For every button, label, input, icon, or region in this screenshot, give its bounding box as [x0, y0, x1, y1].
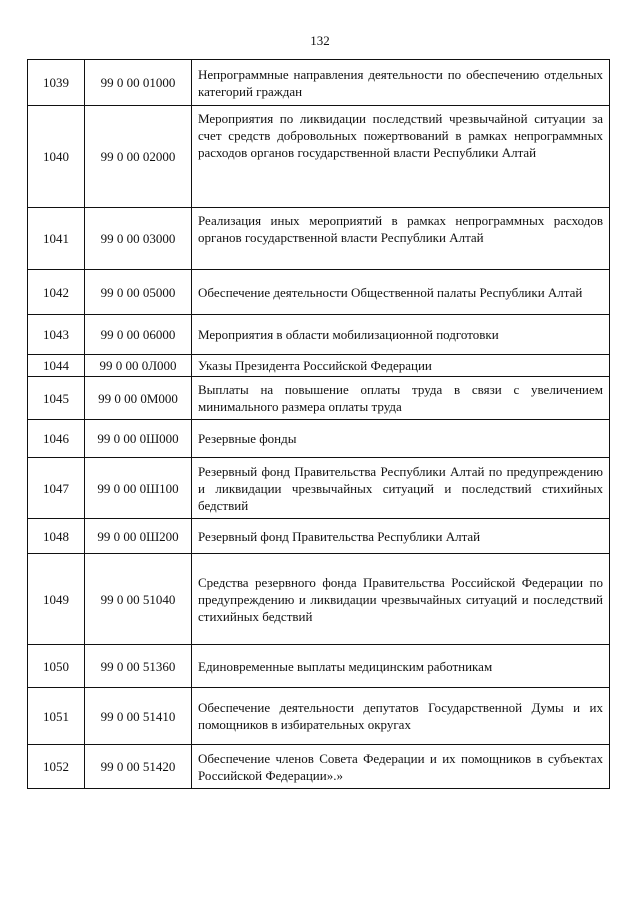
target-code: 99 0 00 0М000: [85, 377, 192, 420]
row-number: 1047: [28, 458, 85, 519]
description: Обеспечение деятельности депутатов Государственной Думы и их помощников в избирательных округах: [192, 688, 610, 745]
description: Реализация иных мероприятий в рамках непрограммных расходов органов государственной власти Республики Алтай: [192, 208, 610, 270]
description: Мероприятия в области мобилизационной подготовки: [192, 315, 610, 355]
description: Единовременные выплаты медицинским работникам: [192, 645, 610, 688]
target-code: 99 0 00 02000: [85, 106, 192, 208]
table-row: [28, 688, 610, 745]
target-code: 99 0 00 01000: [85, 60, 192, 106]
table-row: [28, 208, 610, 270]
target-code: 99 0 00 0Ш200: [85, 519, 192, 554]
description: Обеспечение деятельности Общественной палаты Республики Алтай: [192, 270, 610, 315]
table-row: [28, 106, 610, 208]
row-number: 1041: [28, 208, 85, 270]
description: Мероприятия по ликвидации последствий чрезвычайной ситуации за счет средств добровольных пожертвований в рамках непрограммных расходов органов государственной власти Республики Алтай: [192, 106, 610, 208]
description: Резервный фонд Правительства Республики Алтай по предупреждению и ликвидации чрезвычайных ситуаций и последствий стихийных бедствий: [192, 458, 610, 519]
description: Резервные фонды: [192, 420, 610, 458]
description: Обеспечение членов Совета Федерации и их помощников в субъектах Российской Федерации».»: [192, 745, 610, 789]
target-code: 99 0 00 51360: [85, 645, 192, 688]
row-number: 1051: [28, 688, 85, 745]
description: Выплаты на повышение оплаты труда в связи с увеличением минимального размера оплаты труда: [192, 377, 610, 420]
target-code: 99 0 00 03000: [85, 208, 192, 270]
target-code: 99 0 00 51420: [85, 745, 192, 789]
row-number: 1045: [28, 377, 85, 420]
row-number: 1039: [28, 60, 85, 106]
table-row: [28, 519, 610, 554]
page-number: 132: [310, 33, 330, 48]
description: Резервный фонд Правительства Республики Алтай: [192, 519, 610, 554]
table-row: [28, 270, 610, 315]
table-row: [28, 315, 610, 355]
target-code: 99 0 00 05000: [85, 270, 192, 315]
table-row: [28, 554, 610, 645]
row-number: 1049: [28, 554, 85, 645]
target-code: 99 0 00 51410: [85, 688, 192, 745]
table-row: [28, 420, 610, 458]
row-number: 1044: [28, 355, 85, 377]
row-number: 1052: [28, 745, 85, 789]
table-row: [28, 60, 610, 106]
target-code: 99 0 00 06000: [85, 315, 192, 355]
target-code: 99 0 00 51040: [85, 554, 192, 645]
row-number: 1046: [28, 420, 85, 458]
table-row: [28, 745, 610, 789]
row-number: 1042: [28, 270, 85, 315]
target-code: 99 0 00 0Ш100: [85, 458, 192, 519]
table-row: [28, 355, 610, 377]
description: Непрограммные направления деятельности по обеспечению отдельных категорий граждан: [192, 60, 610, 106]
target-code: 99 0 00 0Л000: [85, 355, 192, 377]
description: Указы Президента Российской Федерации: [192, 355, 610, 377]
table-row: [28, 458, 610, 519]
table-row: [28, 377, 610, 420]
row-number: 1050: [28, 645, 85, 688]
row-number: 1048: [28, 519, 85, 554]
row-number: 1040: [28, 106, 85, 208]
row-number: 1043: [28, 315, 85, 355]
description: Средства резервного фонда Правительства Российской Федерации по предупреждению и ликвидации чрезвычайных ситуаций и последствий стихийных бедствий: [192, 554, 610, 645]
target-code: 99 0 00 0Ш000: [85, 420, 192, 458]
budget-classification-table: [27, 59, 610, 789]
table-row: [28, 645, 610, 688]
